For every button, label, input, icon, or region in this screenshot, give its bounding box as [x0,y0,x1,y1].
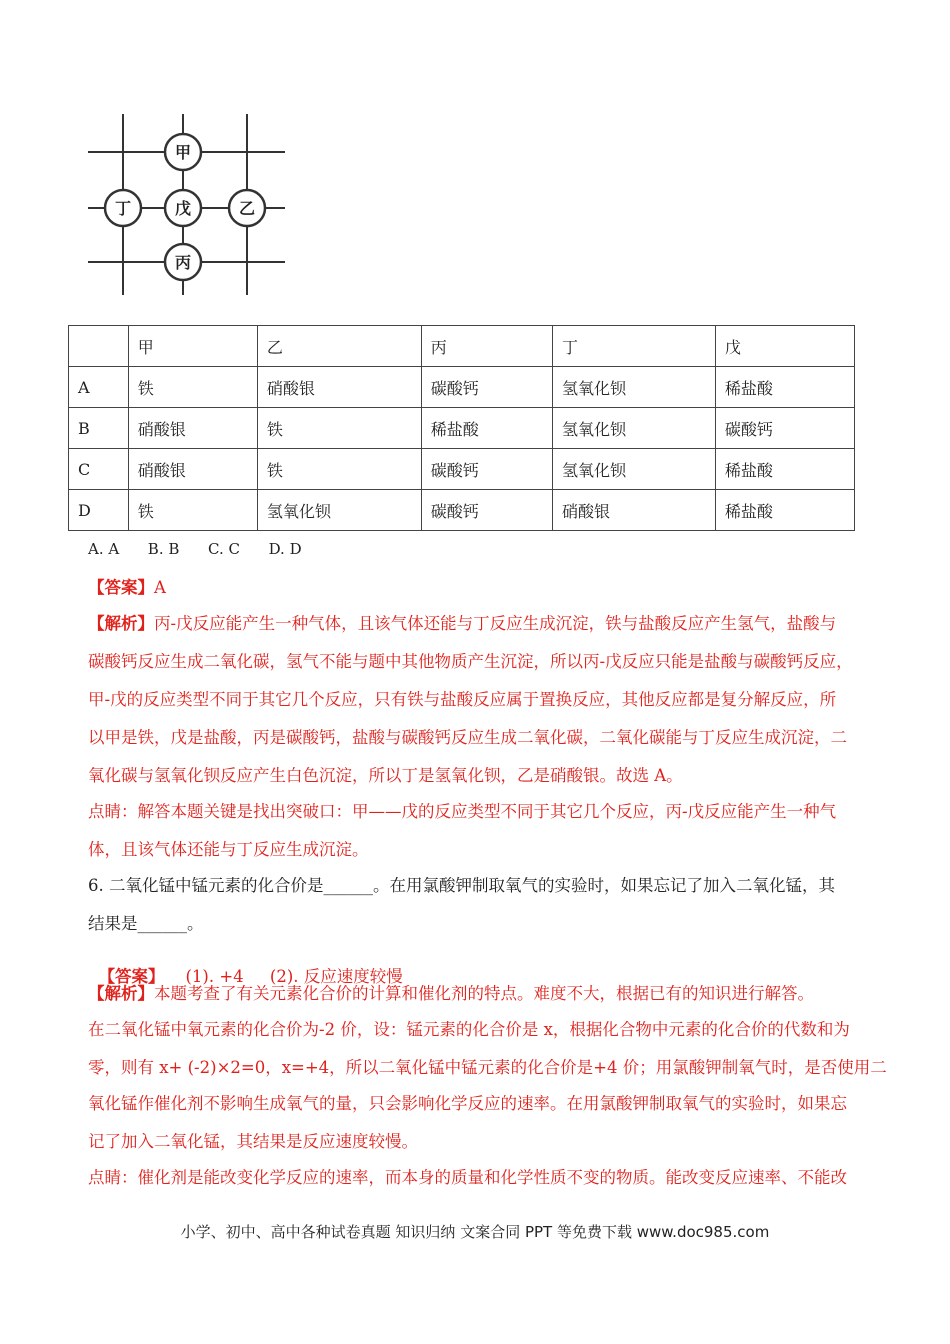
reaction-grid-diagram [80,112,290,297]
page-footer: 小学、初中、高中各种试卷真题 知识归纳 文案合同 PPT 等免费下载 www.doc985.com [180,1223,770,1241]
node-jia-label: 甲 [174,143,192,162]
table-cell: 戊 [715,326,854,367]
table-cell: 稀盐酸 [715,449,854,490]
table-cell: 硝酸银 [128,449,257,490]
q5-analysis-line [88,610,836,634]
table-cell: A [69,367,129,408]
table-cell: 铁 [257,408,421,449]
node-wu-label: 戊 [174,199,192,218]
table-cell: B [69,408,129,449]
table-cell: 乙 [257,326,421,367]
table-cell: 硝酸银 [128,408,257,449]
table-row [69,449,855,490]
table-cell: 丙 [421,326,552,367]
table-cell: 碳酸钙 [421,449,552,490]
table-cell: 碳酸钙 [715,408,854,449]
node-bing-label: 丙 [174,253,192,272]
table-row [69,490,855,531]
q6-question-line: 结果是______。 [88,914,204,933]
q5-answer [88,574,166,598]
table-cell [69,326,129,367]
table-cell: 碳酸钙 [421,367,552,408]
q6-analysis-line: 在二氧化锰中氧元素的化合价为-2 价，设：锰元素的化合价是 x，根据化合物中元素的化合价的代数和为 [88,1020,850,1039]
q5-analysis-line: 氧化碳与氢氧化钡反应产生白色沉淀，所以丁是氢氧化钡，乙是硝酸银。故选 A。 [88,766,683,785]
q5-analysis-line: 以甲是铁，戊是盐酸，丙是碳酸钙，盐酸与碳酸钙反应生成二氧化碳，二氧化碳能与丁反应生成沉淀，二 [88,728,847,747]
q5-tip-line: 点睛：解答本题关键是找出突破口：甲——戊的反应类型不同于其它几个反应，丙-戊反应能产生一种气 [88,802,837,821]
table-cell: 氢氧化钡 [552,449,715,490]
table-cell: 铁 [257,449,421,490]
q5-analysis-line: 甲-戊的反应类型不同于其它几个反应，只有铁与盐酸反应属于置换反应，其他反应都是复分解反应，所 [88,690,837,709]
analysis-tag: 【解析】 [88,984,154,1003]
node-ding-label: 丁 [114,199,132,218]
table-cell: 铁 [128,367,257,408]
analysis-text: 本题考查了有关元素化合价的计算和催化剂的特点。难度不大，根据已有的知识进行解答。 [154,984,814,1003]
table-row [69,408,855,449]
answer-text: (1). +4 (2). 反应速度较慢 [164,967,403,986]
q6-analysis-line: 氧化锰作催化剂不影响生成氧气的量，只会影响化学反应的速率。在用氯酸钾制取氧气的实验时，如果忘 [88,1094,847,1113]
table-cell: 硝酸银 [552,490,715,531]
q5-analysis-line: 碳酸钙反应生成二氧化碳，氢气不能与题中其他物质产生沉淀，所以丙-戊反应只能是盐酸与碳酸钙反应， [88,652,853,671]
options-table [68,325,855,531]
answer-text: A [154,578,166,597]
table-header-row [69,326,855,367]
node-yi-label: 乙 [238,199,256,218]
q6-analysis-line: 记了加入二氧化锰，其结果是反应速度较慢。 [88,1132,418,1151]
table-cell: 氢氧化钡 [552,408,715,449]
table-cell: C [69,449,129,490]
answer-options: A. A B. B C. C D. D [88,540,302,558]
q5-tip-line: 体，且该气体还能与丁反应生成沉淀。 [88,840,369,859]
analysis-tag: 【解析】 [88,614,154,633]
q6-question-line: 6. 二氧化锰中锰元素的化合价是______。在用氯酸钾制取氧气的实验时，如果忘记了加入二氧化锰，其 [88,876,835,895]
table-cell: 碳酸钙 [421,490,552,531]
table-cell: 稀盐酸 [715,490,854,531]
table-cell: 稀盐酸 [715,367,854,408]
table-cell: 甲 [128,326,257,367]
q6-analysis-line: 零，则有 x+ (-2)×2=0，x=+4，所以二氧化锰中锰元素的化合价是+4 价；用氯酸钾制氧气时，是否使用二 [88,1058,887,1077]
table-cell: 铁 [128,490,257,531]
table-cell: 氢氧化钡 [552,367,715,408]
q6-analysis-line [88,980,814,1004]
q6-tip-line: 点睛：催化剂是能改变化学反应的速率，而本身的质量和化学性质不变的物质。能改变反应速率、不能改 [88,1168,847,1187]
table-cell: D [69,490,129,531]
table-row [69,367,855,408]
table-cell: 硝酸银 [257,367,421,408]
table-cell: 氢氧化钡 [257,490,421,531]
table-cell: 稀盐酸 [421,408,552,449]
answer-tag: 【答案】 [88,578,154,597]
answer-tag: 【答案】 [98,967,165,986]
analysis-text: 丙-戊反应能产生一种气体，且该气体还能与丁反应生成沉淀，铁与盐酸反应产生氢气，盐酸与 [154,614,837,633]
table-cell: 丁 [552,326,715,367]
